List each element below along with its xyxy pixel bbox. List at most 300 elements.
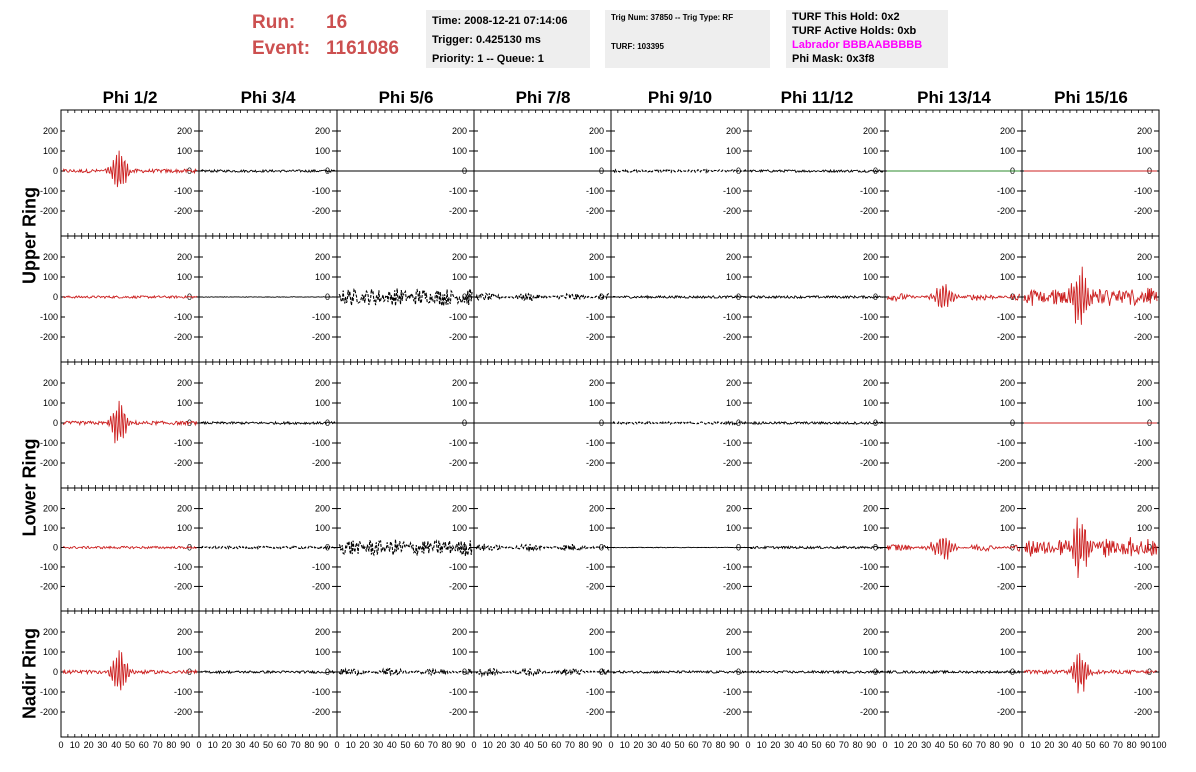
waveform-panel-r1-c2 xyxy=(199,110,337,236)
y-tick-label: 0 xyxy=(872,292,878,302)
x-tick-label: 0 xyxy=(334,740,340,750)
y-tick-label: 100 xyxy=(176,272,192,282)
waveform-trace xyxy=(750,296,883,298)
y-tick-label: -100 xyxy=(1133,438,1152,448)
x-tick-label: 50 xyxy=(537,740,548,750)
x-tick-label: 70 xyxy=(152,740,163,750)
x-tick-label: 40 xyxy=(660,740,671,750)
waveform-trace xyxy=(476,293,609,300)
y-tick-label-left: 200 xyxy=(42,126,58,136)
y-tick-label: -200 xyxy=(311,332,330,342)
y-tick-label: 0 xyxy=(872,166,878,176)
x-tick-label: 10 xyxy=(756,740,767,750)
waveform-trace xyxy=(201,170,335,172)
waveform-trace xyxy=(887,538,1020,560)
y-tick-label: 200 xyxy=(862,378,878,388)
waveform-panel-r5-c1 xyxy=(40,611,199,737)
labrador-text: Labrador BBBAABBBBB xyxy=(792,39,923,51)
y-tick-label: -100 xyxy=(859,438,878,448)
y-tick-label: 100 xyxy=(314,398,330,408)
y-tick-label-left: 0 xyxy=(52,667,58,677)
waveform-trace xyxy=(750,671,883,673)
y-tick-label: 100 xyxy=(314,647,330,657)
waveform-panel-r2-c3 xyxy=(337,236,474,362)
run-label: Run: xyxy=(252,12,296,33)
y-tick-label: 100 xyxy=(725,146,741,156)
y-tick-label-left: 200 xyxy=(42,503,58,514)
waveform-panel-r4-c2 xyxy=(199,488,337,611)
x-tick-label: 80 xyxy=(989,740,1000,750)
x-tick-label: 20 xyxy=(633,740,644,750)
phi-mask-text: Phi Mask: 0x3f8 xyxy=(792,53,875,65)
y-tick-label-left: 100 xyxy=(42,523,58,534)
y-tick-label: 0 xyxy=(324,166,330,176)
y-tick-label-left: 200 xyxy=(42,378,58,388)
y-tick-label: 200 xyxy=(725,252,741,262)
y-tick-label: 0 xyxy=(186,292,192,302)
y-tick-label: 0 xyxy=(1009,166,1015,176)
waveform-panel-r3-c1 xyxy=(40,362,199,488)
y-tick-label: 200 xyxy=(862,627,878,637)
y-tick-label: 0 xyxy=(1009,292,1015,302)
y-tick-label: -200 xyxy=(1133,458,1152,468)
y-tick-label: 100 xyxy=(451,146,467,156)
y-tick-label: 200 xyxy=(588,503,604,514)
waveform-panel-r4-c1 xyxy=(40,488,199,611)
waveform-panel-r5-c6 xyxy=(748,611,885,737)
y-tick-label: -100 xyxy=(448,312,467,322)
y-tick-label: -200 xyxy=(1133,332,1152,342)
y-tick-label: -100 xyxy=(859,561,878,572)
y-tick-label: -200 xyxy=(311,458,330,468)
y-tick-label: -200 xyxy=(1133,707,1152,717)
y-tick-label: 0 xyxy=(598,166,604,176)
y-tick-label: 200 xyxy=(999,126,1015,136)
waveform-panel-r1-c1 xyxy=(40,110,199,236)
waveform-trace xyxy=(201,297,335,298)
x-tick-label: 20 xyxy=(1044,740,1055,750)
y-tick-label: 100 xyxy=(588,146,604,156)
y-tick-label: -200 xyxy=(311,206,330,216)
x-tick-label: 10 xyxy=(207,740,218,750)
y-tick-label-left: -100 xyxy=(39,687,58,697)
y-tick-label: -200 xyxy=(722,458,741,468)
y-tick-label: -200 xyxy=(585,332,604,342)
ring-label-2: Lower Ring xyxy=(19,438,40,537)
y-tick-label-left: 0 xyxy=(52,418,58,428)
y-tick-label: 0 xyxy=(186,166,192,176)
x-tick-label: 30 xyxy=(647,740,658,750)
x-tick-label: 40 xyxy=(111,740,122,750)
y-tick-label: -200 xyxy=(311,707,330,717)
x-tick-label: 90 xyxy=(455,740,466,750)
y-tick-label: 200 xyxy=(314,126,330,136)
y-tick-label: 200 xyxy=(176,627,192,637)
waveform-panel-r2-c2 xyxy=(199,236,337,362)
x-tick-label: 10 xyxy=(1030,740,1041,750)
waveform-trace xyxy=(476,544,609,552)
y-tick-label: 200 xyxy=(314,378,330,388)
y-tick-label-left: -100 xyxy=(39,438,58,448)
y-tick-label: -200 xyxy=(585,206,604,216)
y-tick-label: -100 xyxy=(173,561,192,572)
x-tick-label: 70 xyxy=(290,740,301,750)
y-tick-label-left: -100 xyxy=(39,561,58,572)
y-tick-label: 0 xyxy=(461,667,467,677)
x-tick-label: 60 xyxy=(1099,740,1110,750)
y-tick-label: -200 xyxy=(859,206,878,216)
waveform-trace xyxy=(339,289,472,306)
waveform-trace xyxy=(613,422,746,424)
y-tick-label: -200 xyxy=(859,332,878,342)
y-tick-label: -100 xyxy=(448,186,467,196)
x-tick-label: 70 xyxy=(701,740,712,750)
trigger-text: Trigger: 0.425130 ms xyxy=(432,34,541,46)
y-tick-label: 200 xyxy=(725,126,741,136)
y-tick-label: 100 xyxy=(999,647,1015,657)
x-tick-label: 20 xyxy=(770,740,781,750)
y-tick-label: -200 xyxy=(585,707,604,717)
y-tick-label: 200 xyxy=(451,503,467,514)
y-tick-label: 200 xyxy=(862,252,878,262)
y-tick-label: -200 xyxy=(859,581,878,592)
x-axis-labels xyxy=(58,740,1166,750)
y-tick-label: 200 xyxy=(862,503,878,514)
y-tick-label: 100 xyxy=(176,647,192,657)
waveform-panel-r2-c1 xyxy=(40,236,199,362)
y-tick-label: -100 xyxy=(996,561,1015,572)
y-tick-label: -200 xyxy=(173,458,192,468)
y-tick-label: 0 xyxy=(1146,292,1152,302)
y-tick-label-left: -200 xyxy=(39,332,58,342)
x-tick-label: 80 xyxy=(166,740,177,750)
waveform-trace xyxy=(613,170,746,172)
y-tick-label: 0 xyxy=(872,542,878,553)
y-tick-label: 0 xyxy=(872,667,878,677)
waveform-panel-r3-c8 xyxy=(1022,362,1159,488)
event-label: Event: xyxy=(252,38,311,59)
waveform-trace xyxy=(201,671,335,673)
y-tick-label: 100 xyxy=(999,272,1015,282)
waveform-trace xyxy=(201,422,335,424)
y-tick-label: 100 xyxy=(451,647,467,657)
x-tick-label: 70 xyxy=(564,740,575,750)
y-tick-label: 0 xyxy=(324,667,330,677)
x-tick-label: 70 xyxy=(1112,740,1123,750)
x-tick-label: 10 xyxy=(345,740,356,750)
y-tick-label: 0 xyxy=(735,667,741,677)
y-tick-label: -100 xyxy=(722,312,741,322)
phi-header-1: Phi 1/2 xyxy=(102,88,158,107)
waveform-panel-r1-c7 xyxy=(885,110,1022,236)
y-tick-label: 100 xyxy=(1136,647,1152,657)
y-tick-label: 0 xyxy=(186,667,192,677)
x-tick-label: 30 xyxy=(921,740,932,750)
x-tick-label: 80 xyxy=(715,740,726,750)
y-tick-label: -100 xyxy=(448,438,467,448)
y-tick-label: -100 xyxy=(585,186,604,196)
x-tick-label: 40 xyxy=(249,740,260,750)
x-tick-label: 50 xyxy=(262,740,274,750)
x-tick-label: 0 xyxy=(196,740,202,750)
y-tick-label: 100 xyxy=(451,398,467,408)
y-tick-label: 0 xyxy=(186,418,192,428)
x-tick-label: 90 xyxy=(729,740,740,750)
y-tick-label-left: 0 xyxy=(52,542,58,553)
turf-text: TURF: 103395 xyxy=(611,42,664,51)
waveform-trace xyxy=(476,668,609,676)
x-tick-label: 0 xyxy=(882,740,888,750)
y-tick-label: -200 xyxy=(173,206,192,216)
x-tick-label: 0 xyxy=(745,740,751,750)
y-tick-label: 0 xyxy=(872,418,878,428)
waveform-trace xyxy=(63,296,197,298)
y-tick-label: -200 xyxy=(173,332,192,342)
y-tick-label: 200 xyxy=(176,503,192,514)
x-tick-label: 90 xyxy=(1003,740,1014,750)
y-tick-label: -200 xyxy=(311,581,330,592)
x-tick-label: 20 xyxy=(83,740,94,750)
event-value: 1161086 xyxy=(326,38,399,59)
waveform-trace xyxy=(339,539,472,556)
y-tick-label: -100 xyxy=(311,186,330,196)
x-tick-label: 80 xyxy=(441,740,452,750)
y-tick-label: -100 xyxy=(585,312,604,322)
trig-num-text: Trig Num: 37850 -- Trig Type: RF xyxy=(611,13,734,22)
y-tick-label: 100 xyxy=(862,523,878,534)
y-tick-label: 200 xyxy=(451,126,467,136)
y-tick-label: -100 xyxy=(722,561,741,572)
y-tick-label: 200 xyxy=(999,503,1015,514)
y-tick-label: 0 xyxy=(1146,418,1152,428)
phi-header-5: Phi 9/10 xyxy=(647,88,713,107)
y-tick-label: -100 xyxy=(173,186,192,196)
phi-header-4: Phi 7/8 xyxy=(515,88,571,107)
y-tick-label: 100 xyxy=(588,523,604,534)
x-tick-label: 80 xyxy=(578,740,589,750)
waveform-panel-r1-c4 xyxy=(474,110,611,236)
y-tick-label: 200 xyxy=(451,252,467,262)
x-tick-label: 20 xyxy=(907,740,918,750)
y-tick-label: -200 xyxy=(996,206,1015,216)
x-tick-label: 40 xyxy=(1071,740,1082,750)
y-tick-label: -100 xyxy=(311,561,330,572)
y-tick-label: 0 xyxy=(598,542,604,553)
y-tick-label: 0 xyxy=(598,418,604,428)
y-tick-label: 0 xyxy=(735,292,741,302)
turf-this-hold-text: TURF This Hold: 0x2 xyxy=(792,11,900,23)
y-tick-label-left: 0 xyxy=(52,166,58,176)
y-tick-label: 200 xyxy=(999,252,1015,262)
x-tick-label: 90 xyxy=(866,740,877,750)
x-tick-label: 40 xyxy=(386,740,397,750)
y-tick-label: 200 xyxy=(725,378,741,388)
y-tick-label: 200 xyxy=(588,378,604,388)
x-tick-label: 50 xyxy=(674,740,685,750)
y-tick-label: -100 xyxy=(859,687,878,697)
y-tick-label: -100 xyxy=(1133,186,1152,196)
y-tick-label: 0 xyxy=(186,542,192,553)
x-tick-label: 30 xyxy=(373,740,384,750)
y-tick-label: 0 xyxy=(735,166,741,176)
x-tick-label: 60 xyxy=(551,740,562,750)
y-tick-label: 200 xyxy=(1136,627,1152,637)
y-tick-label: 100 xyxy=(176,146,192,156)
phi-header-3: Phi 5/6 xyxy=(378,88,434,107)
y-tick-label: 200 xyxy=(1136,252,1152,262)
y-tick-label: 0 xyxy=(461,166,467,176)
y-tick-label: -200 xyxy=(722,332,741,342)
x-tick-label: 80 xyxy=(304,740,315,750)
waveform-panel-r3-c6 xyxy=(748,362,885,488)
y-tick-label: 100 xyxy=(1136,272,1152,282)
x-tick-label: 0 xyxy=(471,740,477,750)
y-tick-label: 100 xyxy=(451,272,467,282)
waveform-panel-r2-c4 xyxy=(474,236,611,362)
y-tick-label: 200 xyxy=(314,503,330,514)
y-tick-label: -100 xyxy=(1133,561,1152,572)
y-tick-label: 200 xyxy=(725,503,741,514)
y-tick-label: 200 xyxy=(1136,126,1152,136)
y-tick-label: -100 xyxy=(722,438,741,448)
y-tick-label: 100 xyxy=(588,647,604,657)
x-tick-label: 40 xyxy=(934,740,945,750)
y-tick-label-left: 100 xyxy=(42,146,58,156)
ring-label-1: Upper Ring xyxy=(19,187,40,284)
y-tick-label: -100 xyxy=(722,186,741,196)
y-tick-label: 100 xyxy=(1136,146,1152,156)
y-tick-label: -100 xyxy=(311,312,330,322)
waveform-panel-r4-c5 xyxy=(611,488,748,611)
y-tick-label: -200 xyxy=(585,581,604,592)
y-tick-label: -100 xyxy=(448,561,467,572)
x-tick-label: 40 xyxy=(523,740,534,750)
y-tick-label: 200 xyxy=(451,378,467,388)
x-tick-label: 50 xyxy=(124,740,136,750)
y-tick-label: -200 xyxy=(859,707,878,717)
y-tick-label: 200 xyxy=(451,627,467,637)
ring-label-3: Nadir Ring xyxy=(19,628,40,720)
y-tick-label: 0 xyxy=(461,292,467,302)
waveform-trace xyxy=(750,546,883,548)
phi-header-2: Phi 3/4 xyxy=(240,88,296,107)
waveform-panel-r2-c8 xyxy=(1022,236,1159,362)
x-tick-label: 80 xyxy=(852,740,863,750)
x-tick-label: 30 xyxy=(235,740,246,750)
x-tick-label: 50 xyxy=(1085,740,1096,750)
y-tick-label: 0 xyxy=(598,667,604,677)
y-tick-label: 200 xyxy=(314,252,330,262)
y-tick-label: -200 xyxy=(448,707,467,717)
y-tick-label: 200 xyxy=(1136,378,1152,388)
y-tick-label-left: -200 xyxy=(39,581,58,592)
waveform-trace xyxy=(201,546,335,548)
waveform-panel-r1-c8 xyxy=(1022,110,1159,236)
y-tick-label: 0 xyxy=(324,418,330,428)
y-tick-label: 200 xyxy=(862,126,878,136)
y-tick-label: -100 xyxy=(996,438,1015,448)
y-tick-label-left: 100 xyxy=(42,398,58,408)
waveform-trace xyxy=(613,671,746,673)
y-tick-label: -200 xyxy=(448,458,467,468)
x-tick-label: 30 xyxy=(1058,740,1069,750)
y-tick-label: 0 xyxy=(461,542,467,553)
waveform-panel-r5-c3 xyxy=(337,611,474,737)
waveform-trace xyxy=(613,547,746,548)
y-tick-label: -100 xyxy=(996,687,1015,697)
y-tick-label: 100 xyxy=(862,398,878,408)
y-tick-label: 100 xyxy=(999,523,1015,534)
y-tick-label: -100 xyxy=(448,687,467,697)
y-tick-label: 0 xyxy=(1009,667,1015,677)
x-tick-label: 50 xyxy=(948,740,959,750)
y-tick-label: -100 xyxy=(722,687,741,697)
y-tick-label: -200 xyxy=(722,581,741,592)
x-tick-label: 20 xyxy=(221,740,232,750)
y-tick-label: 0 xyxy=(1146,667,1152,677)
x-tick-label: 60 xyxy=(825,740,836,750)
y-tick-label: 0 xyxy=(1009,542,1015,553)
y-tick-label: -100 xyxy=(585,561,604,572)
y-tick-label: -200 xyxy=(996,581,1015,592)
x-tick-label: 0 xyxy=(1019,740,1025,750)
waveform-panel-r5-c5 xyxy=(611,611,748,737)
waveform-trace xyxy=(63,546,197,548)
y-tick-label: 200 xyxy=(588,252,604,262)
waveform-trace xyxy=(750,422,883,424)
y-tick-label: 0 xyxy=(1009,418,1015,428)
phi-header-8: Phi 15/16 xyxy=(1054,88,1128,107)
waveform-panel-r4-c8 xyxy=(1022,488,1159,611)
waveform-panel-r4-c4 xyxy=(474,488,611,611)
y-tick-label: -200 xyxy=(448,206,467,216)
y-tick-label: -200 xyxy=(448,581,467,592)
x-tick-label: 10 xyxy=(482,740,493,750)
x-tick-label: 30 xyxy=(97,740,108,750)
x-tick-label: 60 xyxy=(414,740,425,750)
y-tick-label: 100 xyxy=(862,146,878,156)
y-tick-label: 0 xyxy=(324,542,330,553)
x-tick-label: 10 xyxy=(893,740,904,750)
waveform-panel-r4-c6 xyxy=(748,488,885,611)
y-tick-label: -200 xyxy=(585,458,604,468)
y-tick-label: -100 xyxy=(311,687,330,697)
waveform-trace xyxy=(63,151,197,188)
y-tick-label: 100 xyxy=(314,146,330,156)
waveform-panel-r3-c7 xyxy=(885,362,1022,488)
y-tick-label: 100 xyxy=(588,272,604,282)
y-tick-label-left: -200 xyxy=(39,206,58,216)
y-tick-label: 0 xyxy=(598,292,604,302)
y-tick-label: 100 xyxy=(1136,523,1152,534)
y-tick-label: 200 xyxy=(588,126,604,136)
waveform-trace xyxy=(887,671,1020,673)
y-tick-label: -100 xyxy=(173,687,192,697)
y-tick-label: -200 xyxy=(722,206,741,216)
waveform-panel-r3-c3 xyxy=(337,362,474,488)
y-tick-label: 200 xyxy=(176,126,192,136)
y-tick-label-left: -200 xyxy=(39,707,58,717)
y-tick-label: 0 xyxy=(1146,542,1152,553)
y-tick-label: 100 xyxy=(862,647,878,657)
y-tick-label: 200 xyxy=(1136,503,1152,514)
y-tick-label: -200 xyxy=(859,458,878,468)
x-tick-label: 90 xyxy=(592,740,603,750)
x-tick-label: 90 xyxy=(180,740,191,750)
y-tick-label: 0 xyxy=(1146,166,1152,176)
x-tick-label: 60 xyxy=(962,740,973,750)
waveform-panel-r1-c3 xyxy=(337,110,474,236)
